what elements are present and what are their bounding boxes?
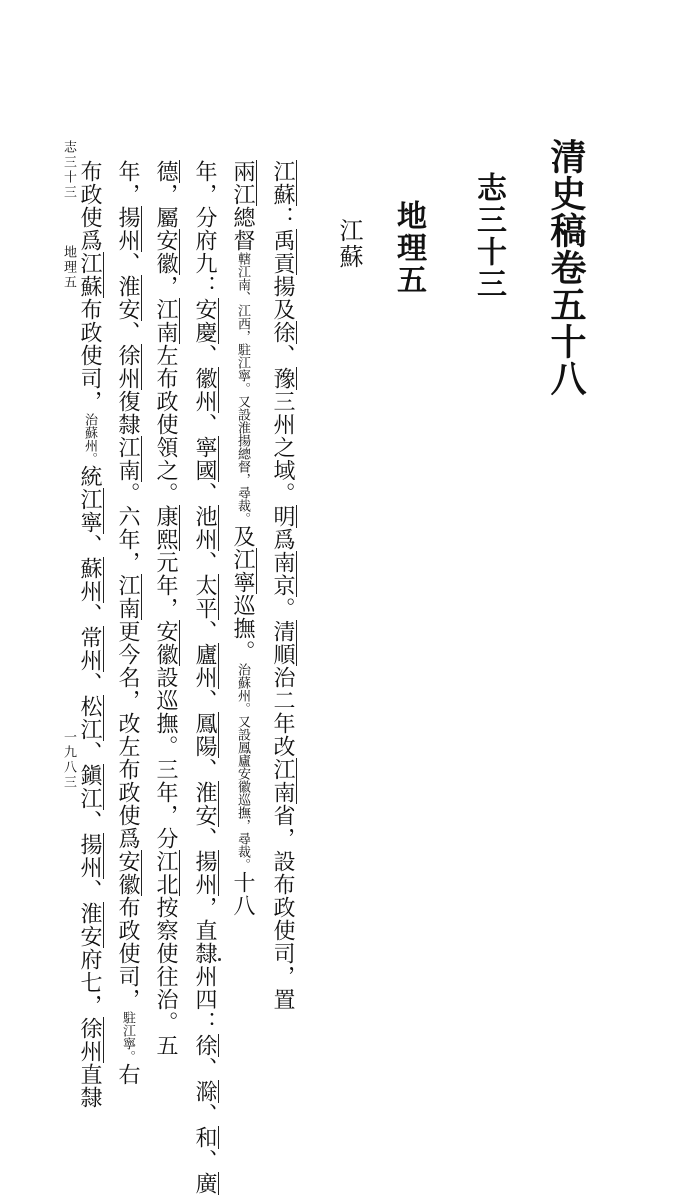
annotation: 治蘇州。又設鳳廬安徽巡撫，尋裁。 [235,663,250,871]
proper-noun: 揚州 [115,206,140,252]
text-segment: 、 [115,252,140,275]
text-segment: 直隸 [77,1063,102,1109]
footer-volume: 志三十三 [61,140,76,200]
proper-noun: 德 [153,160,178,183]
proper-noun: 江寧 [77,488,102,534]
text-segment: 年， [115,160,140,206]
proper-noun: 順 [270,643,295,666]
text-segment: 、 [77,810,102,833]
text-column-4 [154,160,176,1057]
proper-noun: 滁 [192,1080,217,1103]
proper-noun: 南京 [270,551,295,597]
proper-noun: 清 [270,620,295,643]
text-segment: ，直隸州四： [192,896,217,1034]
ink-speck [218,958,221,961]
text-segment: 。 [270,597,295,620]
annotation: 轄江南、江西，駐江寧。又設淮揚總督，尋裁。 [235,252,250,525]
proper-noun: 揚州 [77,833,102,879]
footer-subject: 地理五 [61,245,76,290]
text-segment: 布政使司， [77,298,102,413]
proper-noun: 徽州 [192,367,217,413]
proper-noun: 徐州 [115,344,140,390]
text-segment: 年，分府九： [192,160,217,298]
proper-noun: 明 [270,505,295,528]
text-segment: 右 [115,1063,140,1086]
text-segment: 左布政使領之。 [153,344,178,505]
text-segment: 爲 [270,528,295,551]
text-segment: 治二年改 [270,666,295,758]
text-segment: 、 [192,620,217,643]
text-column-1 [271,160,293,1011]
proper-noun: 康熙 [153,505,178,551]
footer-page-number: 一九八三 [61,730,76,790]
text-segment: 、 [192,827,217,850]
proper-noun: 江北 [153,850,178,896]
subject-heading: 地理五 [391,200,426,296]
proper-noun: 淮安 [192,781,217,827]
volume-heading: 志三十三 [471,172,506,300]
proper-noun: 徐 [270,321,295,344]
proper-noun: 揚州 [192,850,217,896]
proper-noun: 江蘇 [77,252,102,298]
text-segment: 復隸 [115,390,140,436]
proper-noun: 徐 [192,1034,217,1057]
text-column-5 [116,160,138,1086]
proper-noun: 松江 [77,695,102,741]
text-segment: 、 [77,603,102,626]
chapter-title: 清史稿卷五十八 [545,138,587,397]
proper-noun: 廬州 [192,643,217,689]
proper-noun: 江南 [153,298,178,344]
proper-noun: 江南 [115,574,140,620]
text-column-3 [193,160,215,1195]
proper-noun: 淮安 [115,275,140,321]
text-column-2 [231,160,253,917]
text-segment: 、 [192,758,217,781]
text-segment: 更今名，改左布政使爲 [115,620,140,850]
text-segment: 、 [192,344,217,367]
proper-noun: 安徽 [115,850,140,896]
proper-noun: 安徽 [153,620,178,666]
text-segment: 布政使司， [115,896,140,1011]
text-segment: 、 [270,344,295,367]
text-segment: ， [153,275,178,298]
text-segment: 、 [77,741,102,764]
text-segment: 、 [192,482,217,505]
text-segment: 。六年， [115,482,140,574]
proper-noun: 江南 [115,436,140,482]
text-segment: 、 [77,534,102,557]
text-segment: ： [270,206,295,229]
text-segment: 、 [192,551,217,574]
proper-noun: 安慶 [192,298,217,344]
proper-noun: 豫 [270,367,295,390]
text-segment: ，屬 [153,183,178,229]
text-segment: 總督 [230,206,255,252]
text-segment: 揚及 [270,275,295,321]
text-segment: 布政使爲 [77,160,102,252]
text-segment: 十八 [230,871,255,917]
text-column-6 [78,160,100,1109]
text-segment: 、 [192,1149,217,1172]
annotation: 駐江寧。 [120,1011,135,1063]
proper-noun: 寧國 [192,436,217,482]
proper-noun: 和 [192,1126,217,1149]
text-segment: 統 [77,465,102,488]
text-segment: 省，設布政使司，置 [270,804,295,1011]
section-heading: 江蘇 [335,218,363,270]
text-segment: 、 [192,1057,217,1080]
proper-noun: 安徽 [153,229,178,275]
text-segment: 及 [230,525,255,548]
proper-noun: 江蘇 [270,160,295,206]
text-segment: 三州之域。 [270,390,295,505]
proper-noun: 兩江 [230,160,255,206]
text-segment: 設巡撫。三年，分 [153,666,178,850]
text-segment: 、 [192,413,217,436]
text-segment: 、 [115,321,140,344]
text-segment: 、 [192,1103,217,1126]
proper-noun: 江南 [270,758,295,804]
text-segment: 、 [77,672,102,695]
text-segment: 元年， [153,551,178,620]
proper-noun: 常州 [77,626,102,672]
proper-noun: 徐州 [77,1017,102,1063]
proper-noun: 鎭江 [77,764,102,810]
proper-noun: 淮安 [77,902,102,948]
proper-noun: 池州 [192,505,217,551]
proper-noun: 蘇州 [77,557,102,603]
proper-noun: 廣 [192,1172,217,1195]
text-segment: 、 [77,879,102,902]
text-segment: 府七， [77,948,102,1017]
proper-noun: 江寧 [230,548,255,594]
annotation: 治蘇州。 [82,413,97,465]
proper-noun: 太平 [192,574,217,620]
text-segment: 巡撫。 [230,594,255,663]
proper-noun: 鳳陽 [192,712,217,758]
text-segment: 、 [192,689,217,712]
text-segment: 按察使往治。五 [153,896,178,1057]
proper-noun: 禹貢 [270,229,295,275]
